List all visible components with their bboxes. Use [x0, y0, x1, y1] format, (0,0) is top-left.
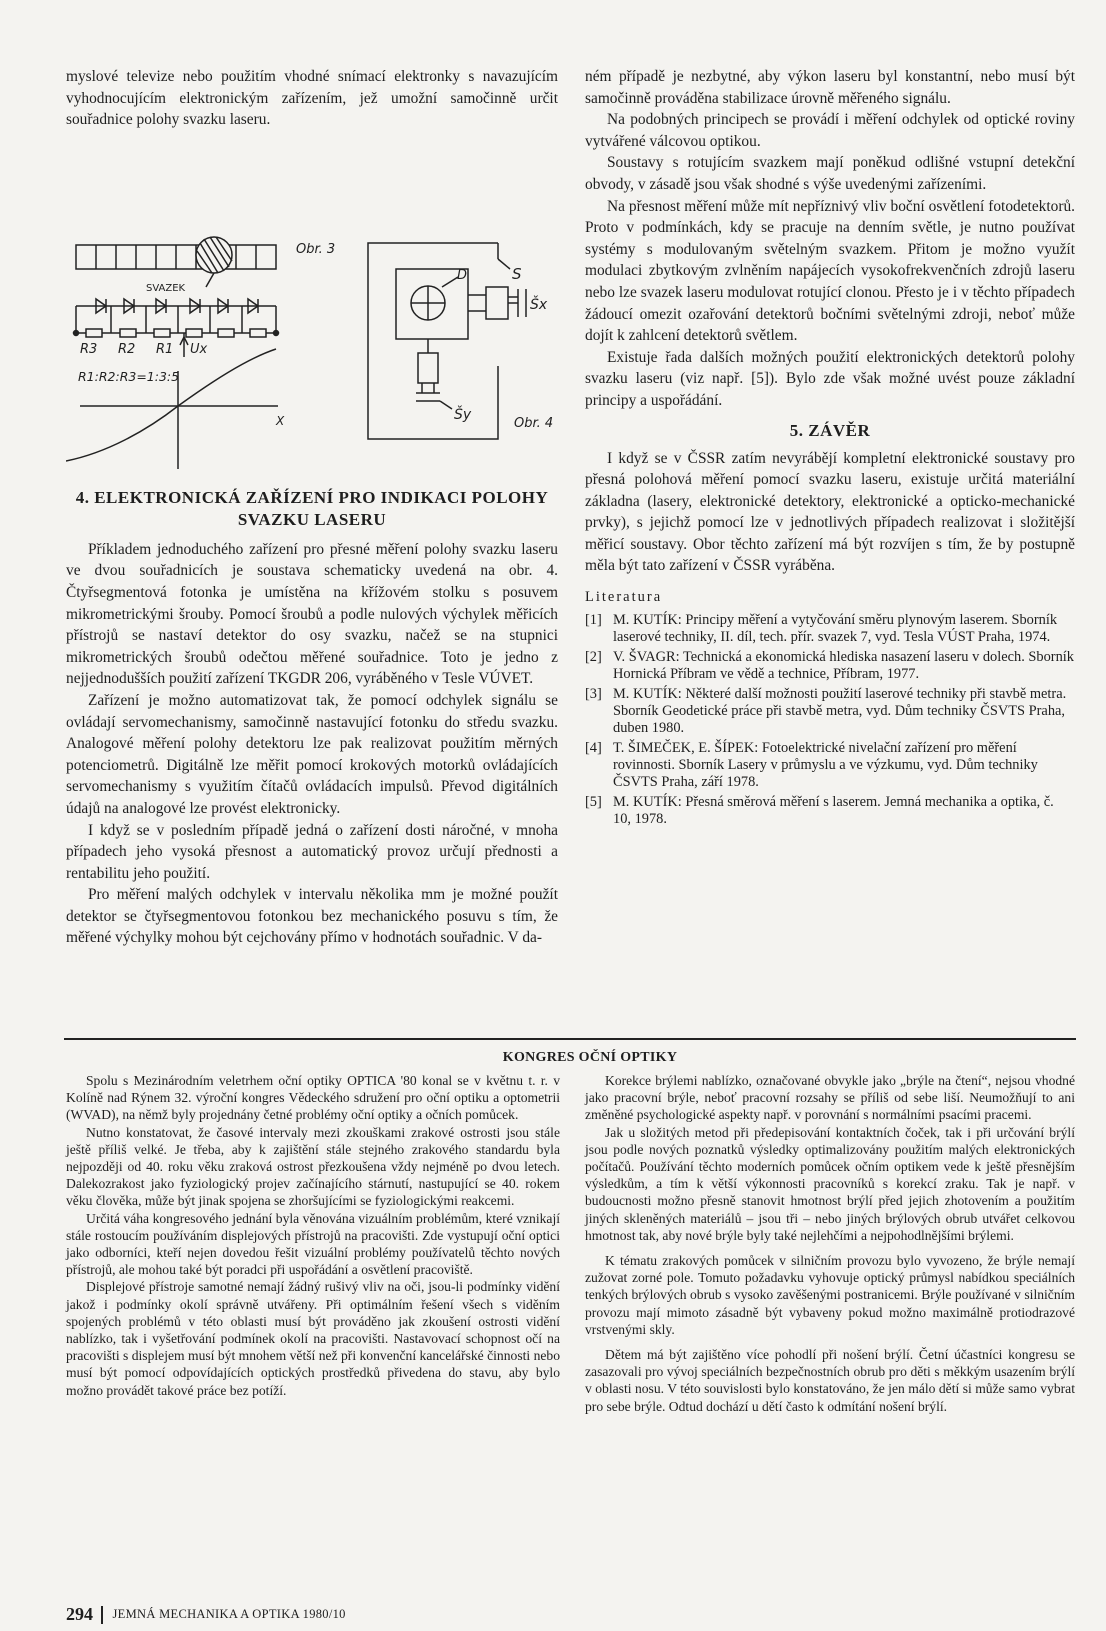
- paragraph: Pro měření malých odchylek v intervalu několika mm je možné použít detektor se čtyřsegmentovou fotonkou bez mechanického posuvu s tím, že měřené výchylky mohou být cejchovány přímo v hodnotách souřadnic. V da-: [66, 886, 558, 947]
- fig4-caption: Obr. 4: [514, 415, 554, 431]
- paragraph: Zařízení je možno automatizovat tak, že pomocí odchylek signálu se ovládají servomechanismy, samočinně nastavující fotonku do středu svazku. Analogové měření polohy detektoru lze pak realizovat použitím měrných potenciometrů. Digitálně lze měřit pomocí krokových motorků ovládajících servomechanismy s využitím čítačů ovládacích impulsů. Převod digitálních údajů na analogové lze provést elektronicky.: [66, 691, 558, 817]
- fig3-x-axis-label: X: [276, 413, 285, 428]
- section-divider: [64, 1038, 1076, 1040]
- fig4-sx-label: Šx: [530, 296, 548, 313]
- paragraph: I když se v ČSSR zatím nevyrábějí kompletní elektronické soustavy pro přesná polohová měření pomocí svazku laseru, existuje určitá materiální základna (lasery, elektronické detektory, elektronické a opticko-mechanické prvky), s jejichž pomocí lze v jednotlivých případech realizovat i složitější měřicí soustavy. Obor těchto zařízení má být rozvíjen s tím, že by postupně měla být tato zařízení v ČSSR vyráběna.: [585, 449, 1075, 575]
- reference-list: [585, 612, 1075, 828]
- reference-text: T. ŠIMEČEK, E. ŠÍPEK: Fotoelektrické nivelační zařízení pro měření rovinnosti. Sborník Lasery v průmyslu a ve výzkumu, vyd. Dům techniky ČSVTS Praha, září 1978.: [613, 739, 1038, 790]
- journal-title: JEMNÁ MECHANIKA A OPTIKA 1980/10: [112, 1607, 346, 1621]
- fig4-s-label: S: [512, 264, 522, 283]
- footer-divider: [101, 1606, 103, 1624]
- paragraph: Dětem má být zajištěno více pohodlí při nošení brýlí. Četní účastníci kongresu se zasazovali pro vývoj speciálních bezpečnostních obrub pro děti s měkkým usazením brýlí v oblasti nosu. V této souvislosti bylo konstatováno, že jen málo dětí si může samo vybrat pro sebe brýle. Odtud dochází u dětí často k odmítání nošení brýlí.: [585, 1347, 1075, 1414]
- figure-diagrams: [66, 131, 558, 487]
- page-number: 294: [66, 1604, 93, 1624]
- paragraph: Příkladem jednoduchého zařízení pro přesné měření polohy svazku laseru ve dvou souřadnicích je soustava schematicky uvedená na obr. 4. Čtyřsegmentová fotonka je umístěna na křížovém stolku s posuvem mikrometrickými šrouby. Pomocí šroubů a podle nulových výchylek měřicích přístrojů se nastaví detektor do osy svazku, načež se na stupnici mikrometrických šroubů odečtou měřené souřadnice. Toto je jedno z nejjednodušších použití zařízení TKGDR 206, vyráběného v Tesle VÚVET.: [66, 540, 558, 688]
- reference-item: [585, 794, 1075, 828]
- reference-item: [585, 649, 1075, 683]
- section-4-title: 4. ELEKTRONICKÁ ZAŘÍZENÍ PRO INDIKACI POLOHY SVAZKU LASERU: [75, 487, 549, 529]
- paragraph: ném případě je nezbytné, aby výkon laseru byl konstantní, nebo musí být samočinně prováděna stabilizace úrovně měřeného signálu.: [585, 68, 1075, 107]
- paragraph: Na podobných principech se provádí i měření odchylek od optické roviny vytvářené válcovou optikou.: [585, 111, 1075, 150]
- paragraph: Na přesnost měření může mít nepříznivý vliv boční osvětlení fotodetektorů. Proto v podmínkách, kdy se pracuje na denním světle, je nutno používat systémy s modulovaným světelným svazkem. Přitom je možno využít modulaci zbytkovým zvlněním napájecích vysokofrekvenčních zdrojů laseru nebo lze svazek laseru modulovat rotující clonou. Přesto je i v těchto případech žádoucí omezit ozařování detektorů bočními světelnými zdroji, neboť může dojít k zahlcení detektorů světlem.: [585, 197, 1075, 345]
- paragraph: I když se v posledním případě jedná o zařízení dosti náročné, v mnoha případech jeho vysoká přesnost a automatický provoz určují přednosti a rentabilitu jeho použití.: [66, 821, 558, 882]
- fig3-diode-chain: [74, 299, 279, 357]
- figures-3-4: [66, 131, 558, 487]
- fig3-detector-strip: [76, 237, 276, 273]
- fig3-beam-pointer: [206, 273, 214, 287]
- section-5-title: 5. ZÁVĚR: [789, 420, 871, 440]
- reference-item: [585, 740, 1075, 791]
- paragraph: Nutno konstatovat, že časové intervaly mezi zkouškami zrakové ostrosti jsou stále ještě příliš velké. Je třeba, aby k zajištění stále stejného zrakového standardu byla nejpozději od 40. roku věku zraková ostrost přezkoušena vždy nejméně po dvou letech. Dalekozrakost jako fyziologický projev začínajícího stárnutí, nastupující se 40. rokem věku člověka, může být jinak spojena se zhoršujícími se fyziologickými reakcemi.: [66, 1124, 560, 1209]
- kongres-right-column: [585, 1072, 1075, 1415]
- paragraph: Displejové přístroje samotné nemají žádný rušivý vliv na oči, jsou-li podmínky vidění jakož i podmínky okolí správně utvářeny. Při optimálním řešení všech s viděním spojených problémů v této oblasti musí být prováděno jak zkoušení ostrosti vidění nablízko, tak i vyšetřování podmínek okolí na pracovišti. Nastavovací schopnost očí na pracovišti s displejem musí být mnohem větší než při konvenční kancelářské činnosti nebo musí být pomocí odpovídajících optických prostředků přivedena do stavu, aby bylo možno provádět takové práce bez potíží.: [66, 1279, 560, 1398]
- reference-text: M. KUTÍK: Některé další možnosti použití laserové techniky při stavbě metra. Sborník Geodetické práce při stavbě metra, vyd. Dům techniky ČSVTS Praha, duben 1980.: [613, 685, 1067, 736]
- reference-number: [5]: [585, 793, 602, 810]
- paragraph: Soustavy s rotujícím svazkem mají poněkud odlišné vstupní detekční obvody, v zásadě jsou však shodné s výše uvedenými zařízeními.: [585, 154, 1075, 193]
- paragraph: Spolu s Mezinárodním veletrhem oční optiky OPTICA '80 konal se v květnu t. r. v Kolíně nad Rýnem 32. výroční kongres Vědeckého sdružení pro oční optiku a optometrii (WVAD), na němž byly projednány četné problémy oční optiky a očních pomůcek.: [66, 1073, 560, 1123]
- reference-number: [2]: [585, 648, 602, 665]
- kongres-title: KONGRES OČNÍ OPTIKY: [502, 1050, 678, 1065]
- reference-text: M. KUTÍK: Přesná směrová měření s laserem. Jemná mechanika a optika, č. 10, 1978.: [613, 793, 1054, 827]
- page-footer: [66, 1604, 346, 1625]
- reference-number: [3]: [585, 685, 602, 702]
- reference-number: [1]: [585, 611, 602, 628]
- paragraph: Korekce brýlemi nablízko, označované obvykle jako „brýle na čtení“, nejsou vhodné jako pracovní brýle, neboť pracovní rozsahy se příliš od sebe liší. Neumožňují to ani změněné psychologické aspekty např. v porovnání s normálními psacími pracemi.: [585, 1073, 1075, 1123]
- reference-text: M. KUTÍK: Principy měření a vytyčování směru plynovým laserem. Sborník laserové techniky, II. díl, tech. přír. svazek 7, vyd. Tesla VÚST Praha, 1974.: [613, 611, 1058, 645]
- reference-number: [4]: [585, 739, 602, 756]
- paragraph: K tématu zrakových pomůcek v silničním provozu bylo vyvozeno, že brýle nemají zužovat zorné pole. Tomuto požadavku vyhovuje optický průmysl nabídkou speciálních tenkých brýlových obrub s vysoko zavěšenými postranicemi. Brýle používané v silničním provozu mají mimoto zásadně být vybaveny pokud možno maximálně protiodrazové vrstvenými skly.: [585, 1253, 1075, 1337]
- fig3-ux-label: Ux: [190, 341, 208, 357]
- reference-item: [585, 686, 1075, 737]
- fig4-diagram: [368, 243, 526, 439]
- kongres-left-column: [66, 1072, 560, 1399]
- fig3-r3-label: R3: [80, 341, 98, 357]
- paragraph: Jak u složitých metod při předepisování kontaktních čoček, tak i při určování brýlí jsou podle nových poznatků výsledky optimalizovány použitím malých elektronických počítačů. Používání těchto moderních pomůcek očním optikem vede k ještě přesnějším výsledkům, a tím k větší výkonnosti pracovníků s korekcí zraku. Tak je např. v budoucnosti možno přesně stanovit hmotnost brýlí před jejich zhotovením a použitím jiných skleněných materiálů – jsou tři – nebo jiných brýlových obrub utvářet celkovou hmotnost tak, aby nové brýle byly také nejlehčími a nejpohodlnějšími brýlemi.: [585, 1124, 1075, 1243]
- fig3-r2-label: R2: [118, 341, 136, 357]
- paragraph: Existuje řada dalších možných použití elektronických detektorů polohy svazku laseru (viz např. [5]). Bylo zde však možné uvést pouze základní principy a uspořádání.: [585, 348, 1075, 409]
- paragraph: Určitá váha kongresového jednání byla věnována vizuálním problémům, které vznikají stále rostoucím používáním displejových přístrojů na pracovišti. Zde vystupují oční optici jako odborníci, kteří nejen dovedou řešit vizuální problémy používatelů těchto nových přístrojů, ale mohou také být poradci při uspořádání a osvětlení pracoviště.: [66, 1210, 560, 1278]
- reference-text: V. ŠVAGR: Technická a ekonomická hlediska nasazení laseru v dolech. Sborník Hornická Příbram ve vědě a technice, Příbram, 1977.: [613, 648, 1074, 682]
- fig3-caption: Obr. 3: [296, 241, 336, 257]
- fig3-ratio-label: R1:R2:R3=1:3:5: [78, 368, 180, 384]
- fig4-sy-label: Šy: [454, 406, 472, 423]
- fig3-beam-label: SVAZEK: [146, 282, 186, 294]
- left-column: [66, 66, 558, 949]
- right-column: [585, 66, 1075, 831]
- fig3-r1-label: R1: [156, 341, 174, 357]
- fig4-d-label: D: [457, 267, 468, 283]
- paragraph: myslové televize nebo použitím vhodné snímací elektronky s navazujícím vyhodnocujícím elektronickým zařízením, jež umožní samočinně určit souřadnice polohy svazku laseru.: [66, 68, 558, 129]
- reference-item: [585, 612, 1075, 646]
- fig3-characteristic-plot: [66, 349, 278, 469]
- literature-title: Literatura: [585, 589, 663, 606]
